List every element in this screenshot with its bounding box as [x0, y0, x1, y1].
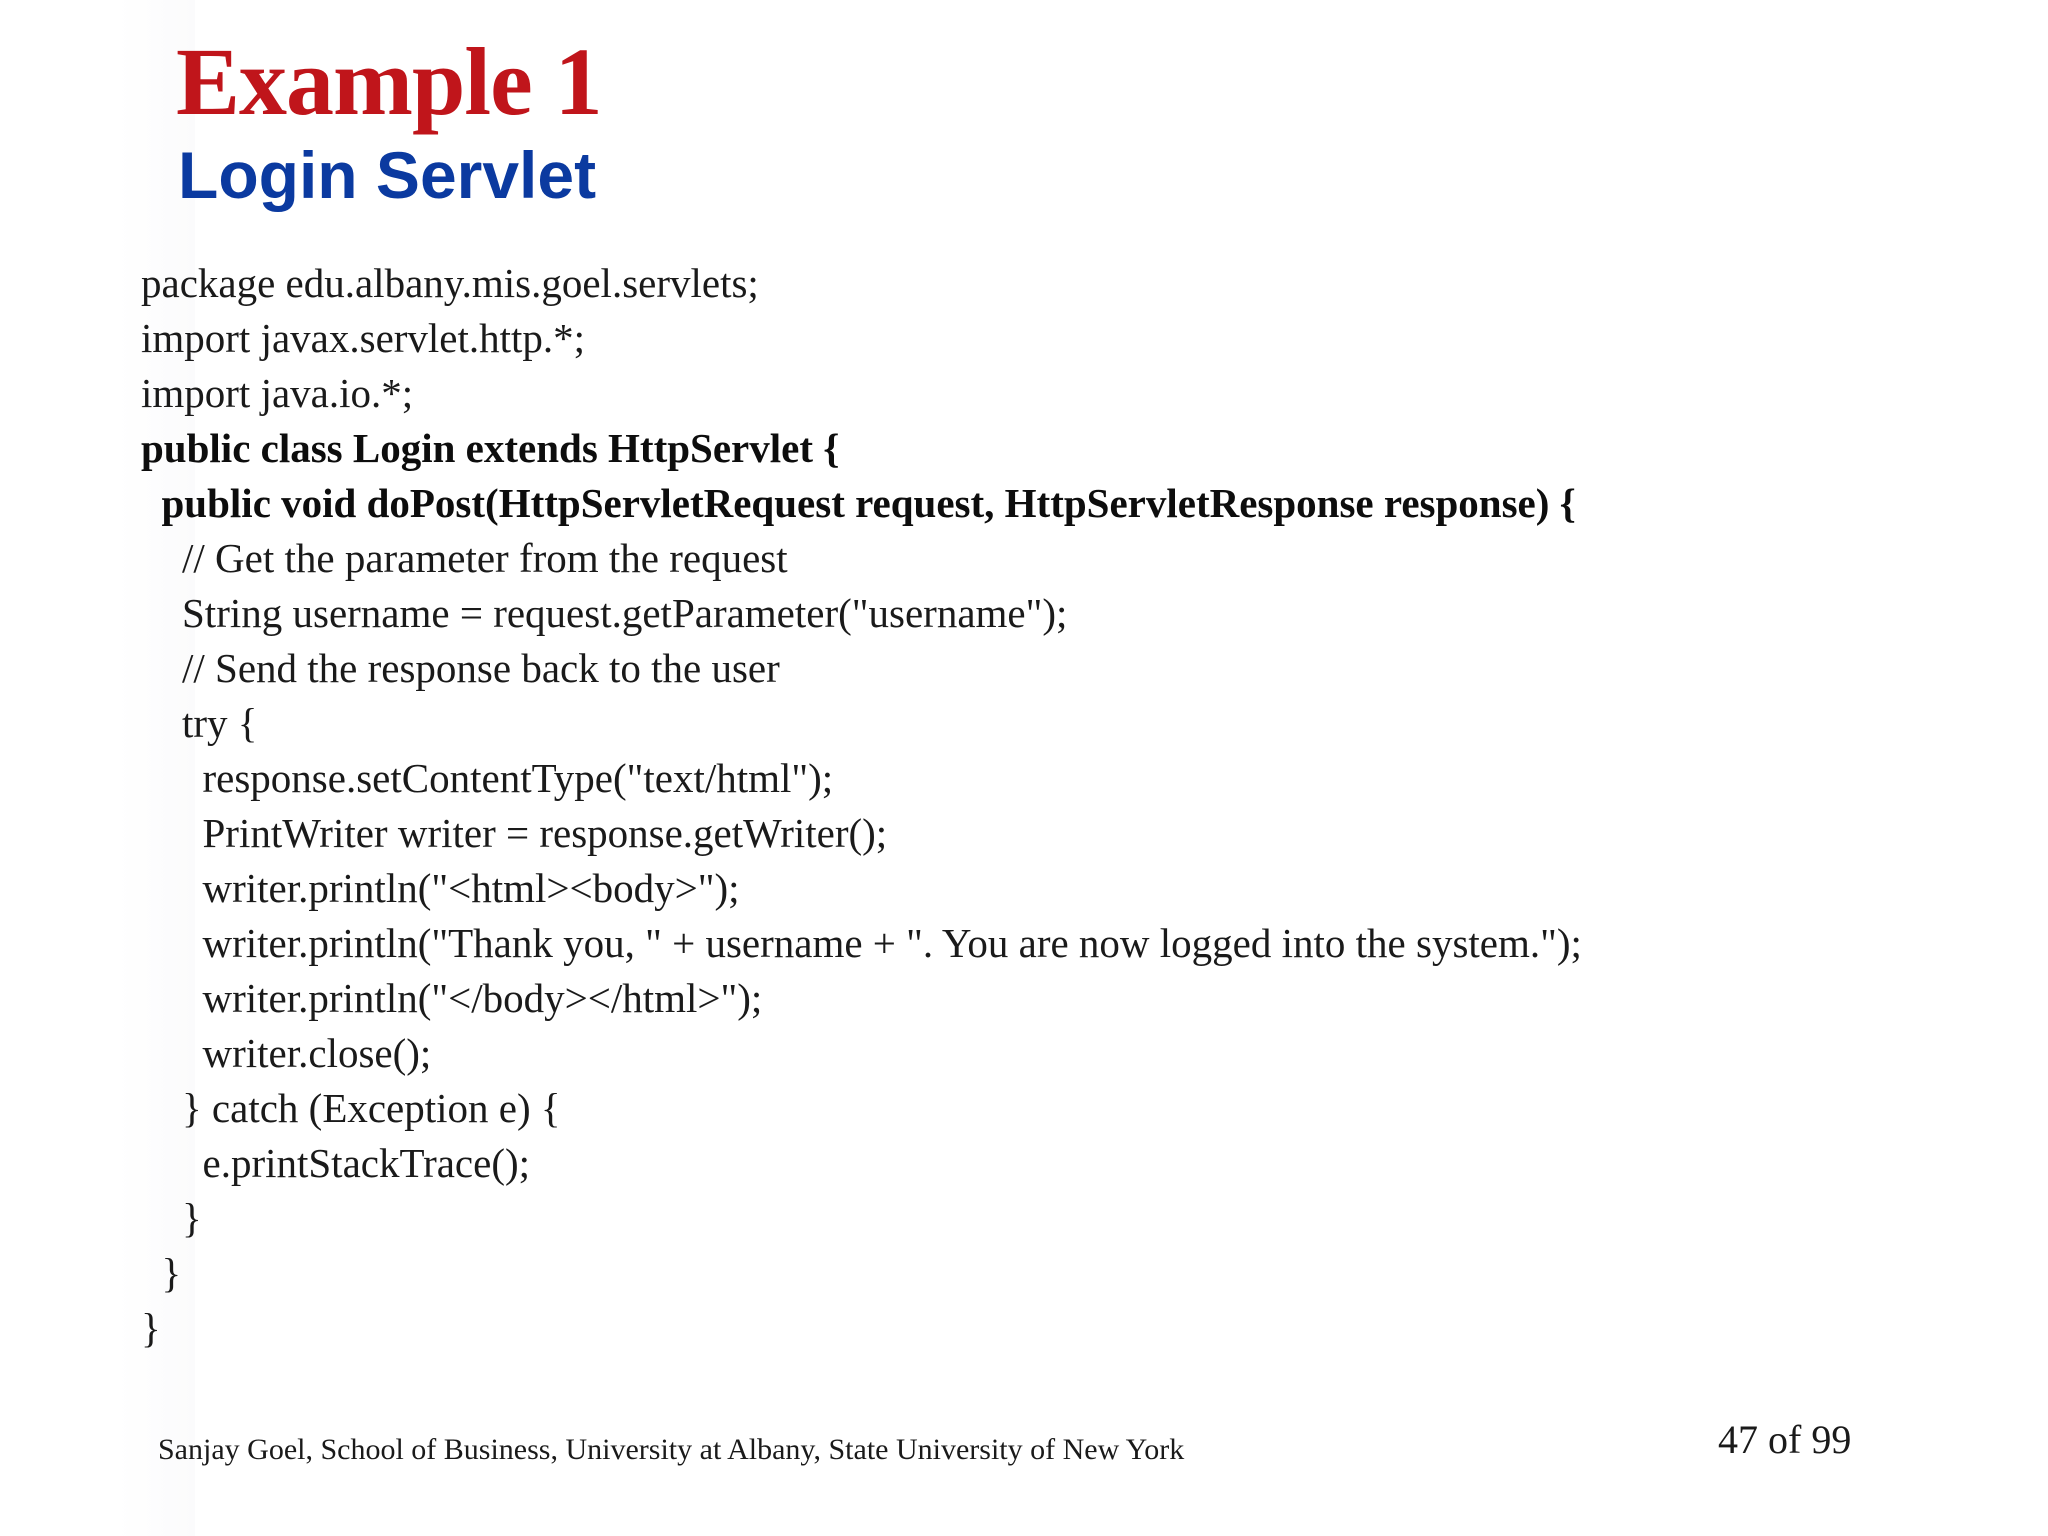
slide-footer: Sanjay Goel, School of Business, University at Albany, State University of New York [158, 1433, 1185, 1466]
code-line-package: package edu.albany.mis.goel.servlets; [141, 260, 759, 306]
code-line-catch: } catch (Exception e) { [141, 1085, 561, 1131]
code-line-import-servlet: import javax.servlet.http.*; [141, 315, 586, 361]
code-line-print-stack-trace: e.printStackTrace(); [141, 1140, 531, 1186]
code-line-get-writer: PrintWriter writer = response.getWriter(); [141, 810, 888, 856]
slide-title: Example 1 [176, 28, 602, 135]
code-line-close-class: } [141, 1305, 161, 1351]
code-line-println-open-html: writer.println("<html><body>"); [141, 865, 740, 911]
code-line-get-username: String username = request.getParameter("username"); [141, 590, 1068, 636]
code-line-println-close-html: writer.println("</body></html>"); [141, 975, 763, 1021]
page-number: 47 of 99 [1718, 1417, 1852, 1462]
code-block [141, 256, 1582, 1356]
code-line-dopost-declaration: public void doPost(HttpServletRequest request, HttpServletResponse response) { [141, 480, 1576, 526]
code-line-close-method: } [141, 1250, 182, 1296]
code-line-println-thank-you: writer.println("Thank you, " + username + ". You are now logged into the system."); [141, 920, 1582, 966]
code-line-import-io: import java.io.*; [141, 370, 414, 416]
code-line-try: try { [141, 700, 258, 746]
code-line-comment-send-response: // Send the response back to the user [141, 645, 780, 691]
slide-subtitle: Login Servlet [178, 138, 597, 212]
code-line-writer-close: writer.close(); [141, 1030, 432, 1076]
code-line-class-declaration: public class Login extends HttpServlet { [141, 425, 840, 471]
code-line-set-content-type: response.setContentType("text/html"); [141, 755, 834, 801]
code-line-comment-get-parameter: // Get the parameter from the request [141, 535, 788, 581]
code-line-close-catch: } [141, 1195, 202, 1241]
